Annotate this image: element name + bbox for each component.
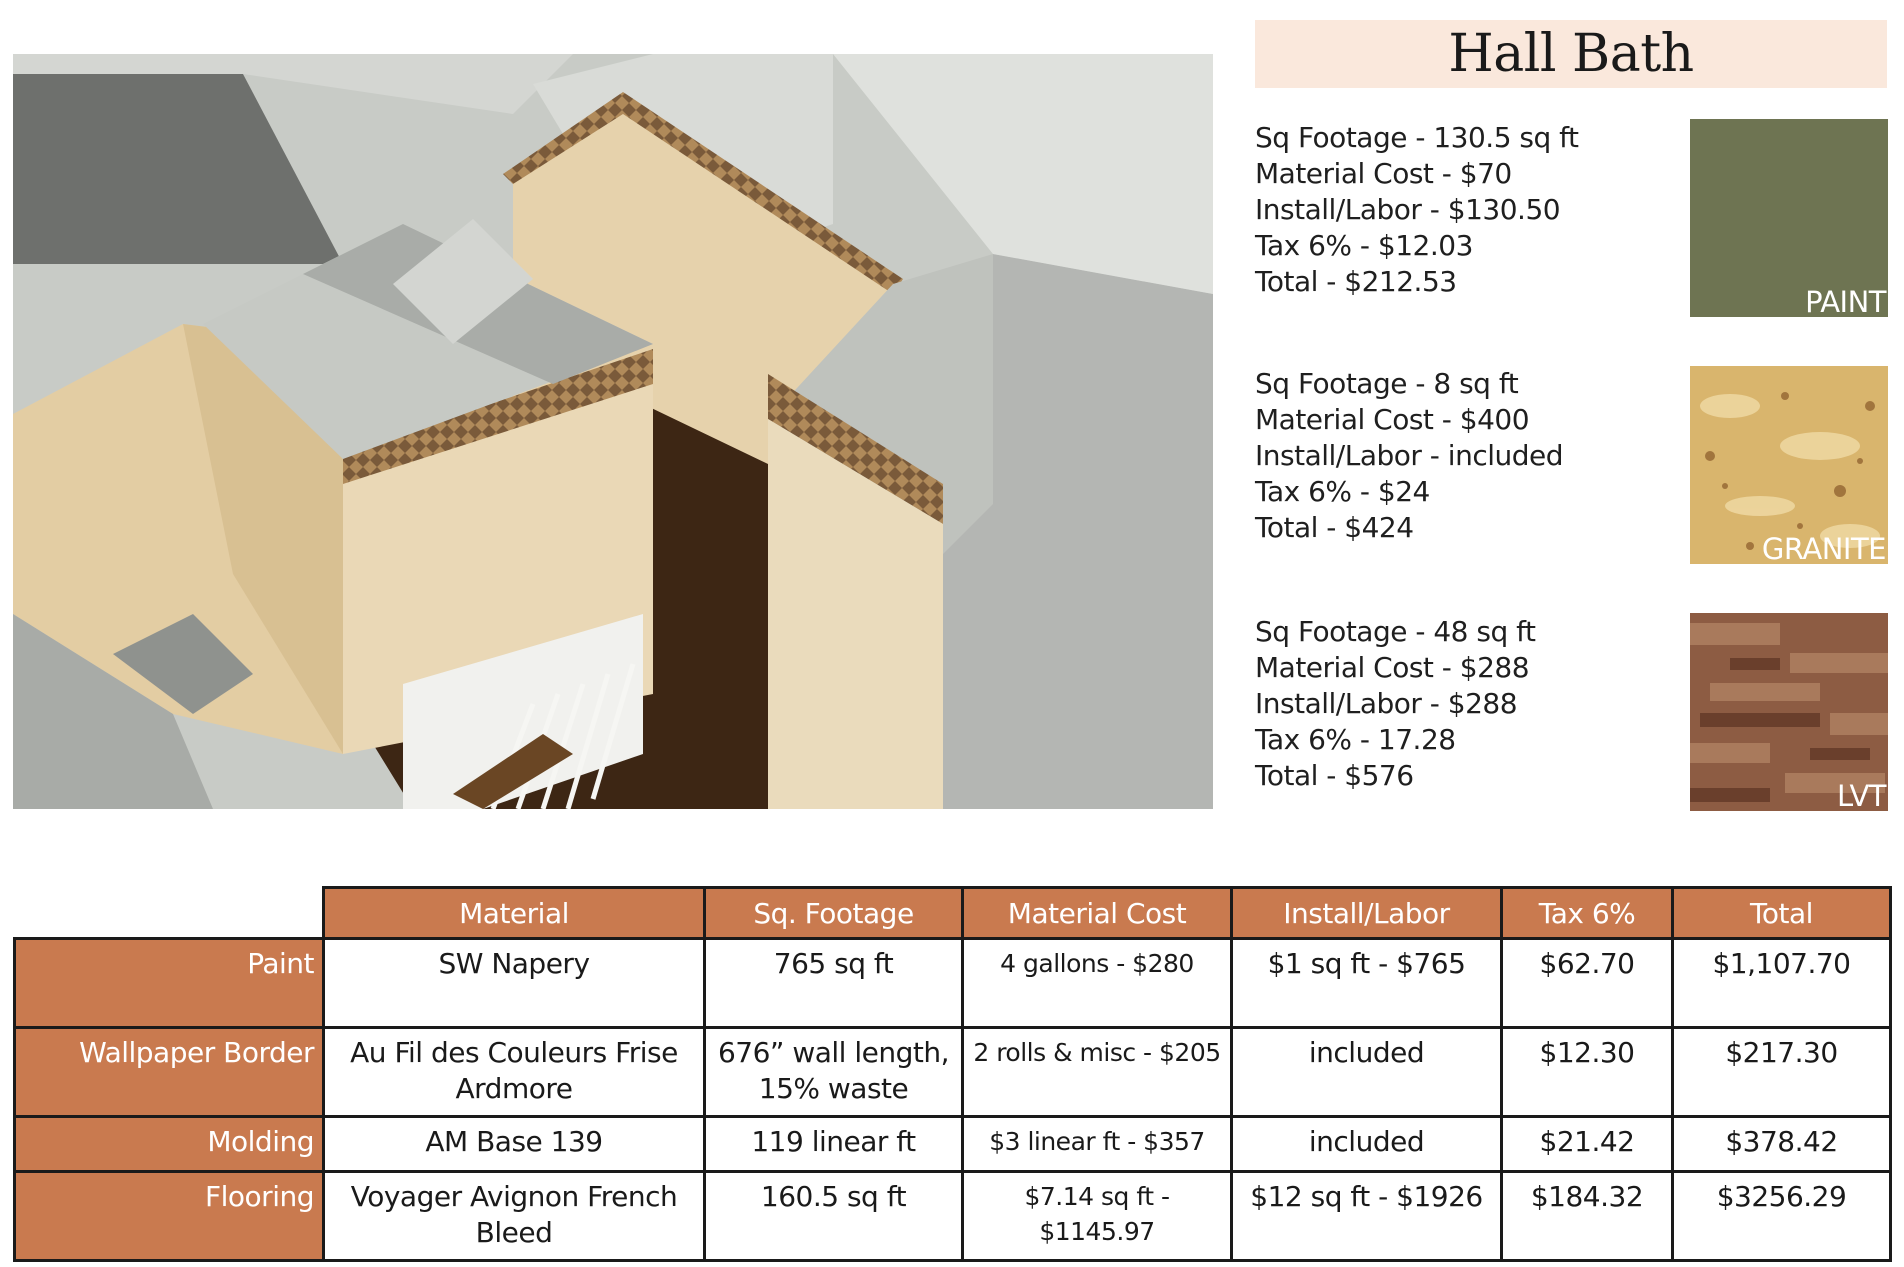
material-cost-cell: 4 gallons - $280 [963, 939, 1232, 1028]
tax-cell: $21.42 [1502, 1117, 1673, 1172]
spec-material-cost: Material Cost - $400 [1255, 403, 1530, 436]
spec-tax: Tax 6% - 17.28 [1255, 723, 1456, 756]
granite-spec-list [1255, 366, 1563, 546]
lvt-swatch [1690, 613, 1888, 811]
header-install-labor: Install/Labor [1232, 888, 1502, 939]
install-cell: included [1232, 1117, 1502, 1172]
material-cell: Voyager Avignon French Bleed [324, 1172, 705, 1261]
table-row [15, 1172, 1891, 1261]
install-cell: $1 sq ft - $765 [1232, 939, 1502, 1028]
total-cell: $378.42 [1673, 1117, 1891, 1172]
tax-cell: $184.32 [1502, 1172, 1673, 1261]
header-material-cost: Material Cost [963, 888, 1232, 939]
spec-material-cost: Material Cost - $70 [1255, 157, 1512, 190]
table-row [15, 1117, 1891, 1172]
tax-cell: $12.30 [1502, 1028, 1673, 1117]
spec-tax: Tax 6% - $24 [1255, 475, 1430, 508]
total-cell: $217.30 [1673, 1028, 1891, 1117]
material-cost-cell: $7.14 sq ft - $1145.97 [963, 1172, 1232, 1261]
install-cell: included [1232, 1028, 1502, 1117]
header-blank-cell [15, 888, 324, 939]
spec-total: Total - $212.53 [1255, 265, 1457, 298]
sqft-cell: 676” wall length, 15% waste [705, 1028, 963, 1117]
swatch-label: LVT [1836, 779, 1886, 811]
spec-total: Total - $424 [1255, 511, 1414, 544]
title-band [1255, 20, 1887, 88]
lvt-spec-list [1255, 614, 1536, 794]
spec-sqft: Sq Footage - 8 sq ft [1255, 367, 1519, 400]
table-row [15, 1028, 1891, 1117]
sqft-cell: 119 linear ft [705, 1117, 963, 1172]
sqft-cell: 160.5 sq ft [705, 1172, 963, 1261]
tax-cell: $62.70 [1502, 939, 1673, 1028]
row-label: Paint [15, 939, 324, 1028]
row-label: Wallpaper Border [15, 1028, 324, 1117]
spec-sqft: Sq Footage - 130.5 sq ft [1255, 121, 1579, 154]
paint-swatch [1690, 119, 1888, 317]
material-cell: AM Base 139 [324, 1117, 705, 1172]
spec-total: Total - $576 [1255, 759, 1414, 792]
material-cell: Au Fil des Couleurs Frise Ardmore [324, 1028, 705, 1117]
page-title: Hall Bath [1448, 24, 1694, 84]
header-tax: Tax 6% [1502, 888, 1673, 939]
spec-install: Install/Labor - included [1255, 439, 1564, 472]
estimate-table [13, 886, 1892, 1262]
spec-material-cost: Material Cost - $288 [1255, 651, 1530, 684]
header-total: Total [1673, 888, 1891, 939]
row-label: Molding [15, 1117, 324, 1172]
table-header-row [15, 888, 1891, 939]
swatch-label: GRANITE [1761, 532, 1886, 564]
granite-swatch [1690, 366, 1888, 564]
spec-tax: Tax 6% - $12.03 [1255, 229, 1473, 262]
material-cost-cell: $3 linear ft - $357 [963, 1117, 1232, 1172]
bathroom-3d-render [13, 54, 1213, 809]
header-material: Material [324, 888, 705, 939]
total-cell: $1,107.70 [1673, 939, 1891, 1028]
swatch-label: PAINT [1805, 285, 1886, 317]
row-label: Flooring [15, 1172, 324, 1261]
spec-install: Install/Labor - $288 [1255, 687, 1518, 720]
sqft-cell: 765 sq ft [705, 939, 963, 1028]
table-row [15, 939, 1891, 1028]
material-cost-cell: 2 rolls & misc - $205 [963, 1028, 1232, 1117]
spec-sqft: Sq Footage - 48 sq ft [1255, 615, 1536, 648]
paint-spec-list [1255, 120, 1579, 300]
install-cell: $12 sq ft - $1926 [1232, 1172, 1502, 1261]
total-cell: $3256.29 [1673, 1172, 1891, 1261]
header-sq-footage: Sq. Footage [705, 888, 963, 939]
spec-install: Install/Labor - $130.50 [1255, 193, 1561, 226]
material-cell: SW Napery [324, 939, 705, 1028]
